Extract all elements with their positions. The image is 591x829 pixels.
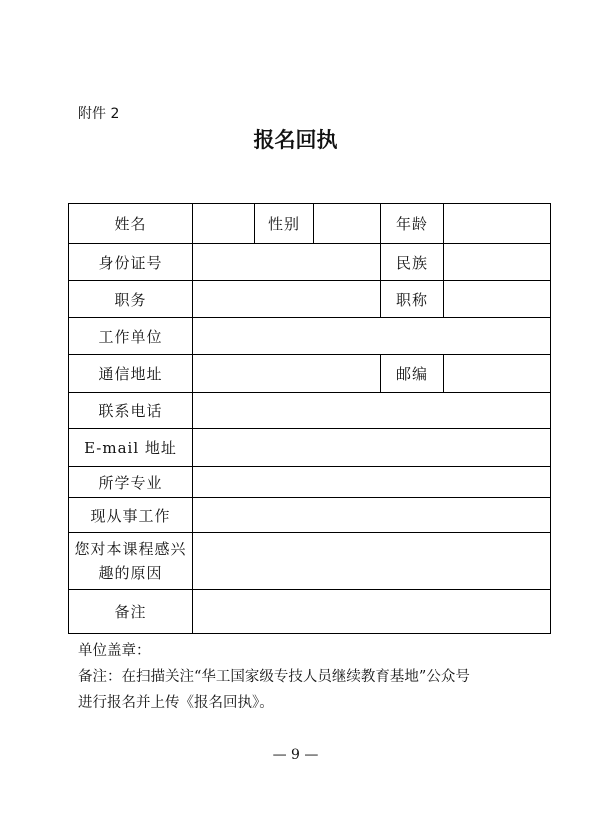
table-row: [69, 429, 551, 467]
phone-label: 联系电话: [69, 393, 193, 429]
remark-line-2: 进行报名并上传《报名回执》。: [78, 695, 274, 711]
interest-reason-field[interactable]: [193, 533, 551, 590]
age-field[interactable]: [444, 204, 551, 244]
remarks-label: 备注: [69, 590, 193, 634]
email-label: E-mail 地址: [69, 429, 193, 467]
id-number-label: 身份证号: [69, 244, 193, 281]
position-label: 职务: [69, 281, 193, 318]
table-row: [69, 204, 551, 244]
page-title: 报名回执: [253, 128, 338, 152]
table-row: [69, 498, 551, 533]
work-unit-label: 工作单位: [69, 318, 193, 355]
table-row: [69, 533, 551, 590]
current-job-field[interactable]: [193, 498, 551, 533]
name-field[interactable]: [193, 204, 255, 244]
ethnicity-field[interactable]: [444, 244, 551, 281]
stamp-line: 单位盖章：: [78, 643, 151, 659]
major-field[interactable]: [193, 467, 551, 498]
gender-field[interactable]: [314, 204, 381, 244]
postcode-field[interactable]: [444, 355, 551, 393]
table-row: [69, 281, 551, 318]
interest-reason-label: 您对本课程感兴趣的原因: [69, 533, 193, 590]
table-row: [69, 393, 551, 429]
registration-form-table: [68, 203, 551, 634]
ethnicity-label: 民族: [381, 244, 444, 281]
address-field[interactable]: [193, 355, 381, 393]
table-row: [69, 318, 551, 355]
phone-field[interactable]: [193, 393, 551, 429]
page-number: — 9 —: [272, 747, 319, 763]
attachment-label: 附件 2: [78, 106, 120, 122]
position-field[interactable]: [193, 281, 381, 318]
age-label: 年龄: [381, 204, 444, 244]
current-job-label: 现从事工作: [69, 498, 193, 533]
professional-title-label: 职称: [381, 281, 444, 318]
professional-title-field[interactable]: [444, 281, 551, 318]
table-row: [69, 590, 551, 634]
id-number-field[interactable]: [193, 244, 381, 281]
major-label: 所学专业: [69, 467, 193, 498]
notes-block: [78, 638, 470, 716]
work-unit-field[interactable]: [193, 318, 551, 355]
gender-label: 性别: [255, 204, 314, 244]
remark-line-1: 备注：在扫描关注“华工国家级专技人员继续教育基地”公众号: [78, 669, 470, 685]
address-label: 通信地址: [69, 355, 193, 393]
name-label: 姓名: [69, 204, 193, 244]
table-row: [69, 244, 551, 281]
email-field[interactable]: [193, 429, 551, 467]
table-row: [69, 355, 551, 393]
remarks-field[interactable]: [193, 590, 551, 634]
postcode-label: 邮编: [381, 355, 444, 393]
table-row: [69, 467, 551, 498]
